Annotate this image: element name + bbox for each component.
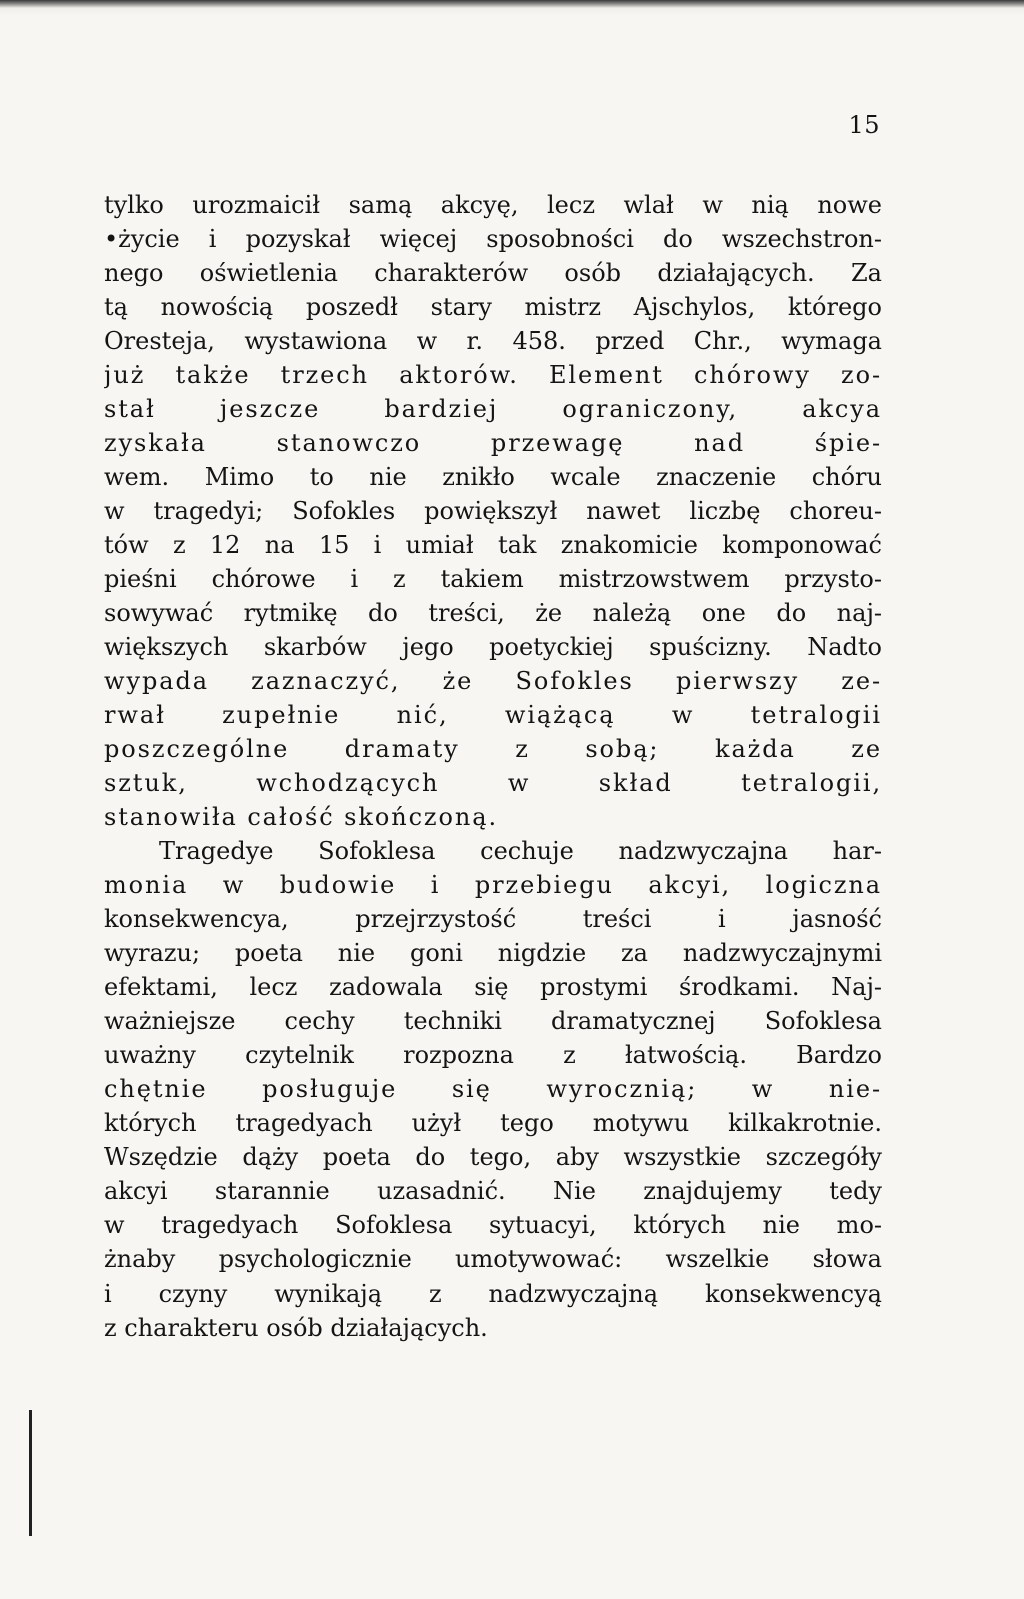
text-line: nego oświetlenia charakterów osób działających. Za — [104, 259, 882, 288]
text-line: sowywać rytmikę do treści, że należą one do naj- — [104, 599, 882, 628]
text-line: stanowiła całość skończoną. — [104, 803, 499, 832]
text-line: tylko urozmaicił samą akcyę, lecz wlał w nią nowe — [104, 191, 882, 219]
text-line: monia w budowie i przebiegu akcyi, logiczna — [104, 871, 882, 900]
page-number: 15 — [848, 111, 880, 139]
text-line: żnaby psychologicznie umotywować: wszelkie słowa — [104, 1245, 882, 1274]
text-line: sztuk, wchodzących w skład tetralogii, — [104, 769, 882, 798]
text-line: stał jeszcze bardziej ograniczony, akcya — [104, 395, 882, 424]
text-line: już także trzech aktorów. Element chórowy zo- — [104, 361, 882, 390]
text-line: •życie i pozyskał więcej sposobności do wszechstron- — [104, 225, 882, 254]
text-line: Oresteja, wystawiona w r. 458. przed Chr., wymaga — [104, 327, 882, 356]
top-page-edge — [0, 0, 1024, 8]
text-line: wem. Mimo to nie znikło wcale znaczenie chóru — [104, 463, 882, 492]
text-line: zyskała stanowczo przewagę nad śpie- — [104, 429, 882, 458]
text-line: których tragedyach użył tego motywu kilkakrotnie. — [104, 1109, 882, 1138]
text-line: Tragedye Sofoklesa cechuje nadzwyczajna har- — [159, 837, 882, 866]
text-line: wyrazu; poeta nie goni nigdzie za nadzwyczajnymi — [104, 939, 882, 968]
text-line: większych skarbów jego poetyckiej spuścizny. Nadto — [104, 633, 882, 662]
text-line: tów z 12 na 15 i umiał tak znakomicie komponować — [104, 531, 882, 560]
text-line: akcyi starannie uzasadnić. Nie znajdujemy tedy — [104, 1177, 882, 1206]
text-line: w tragedyi; Sofokles powiększył nawet liczbę choreu- — [104, 497, 882, 526]
text-line: rwał zupełnie nić, wiążącą w tetralogii — [104, 701, 882, 730]
text-line: ważniejsze cechy techniki dramatycznej Sofoklesa — [104, 1007, 882, 1036]
page-text — [104, 188, 882, 1345]
text-line: w tragedyach Sofoklesa sytuacyi, których nie mo- — [104, 1211, 882, 1240]
text-line: uważny czytelnik rozpozna z łatwością. Bardzo — [104, 1041, 882, 1070]
left-margin-scan-mark — [29, 1410, 32, 1536]
text-line: tą nowością poszedł stary mistrz Ajschylos, którego — [104, 293, 882, 322]
text-line: Wszędzie dąży poeta do tego, aby wszystkie szczegóły — [104, 1143, 882, 1172]
text-line: poszczególne dramaty z sobą; każda ze — [104, 735, 882, 764]
text-line: z charakteru osób działających. — [104, 1313, 488, 1342]
text-line: konsekwencya, przejrzystość treści i jasność — [104, 905, 882, 934]
text-line: chętnie posługuje się wyrocznią; w nie- — [104, 1075, 882, 1104]
text-line: pieśni chórowe i z takiem mistrzowstwem przysto- — [104, 565, 882, 594]
text-line: i czyny wynikają z nadzwyczajną konsekwencyą — [104, 1279, 882, 1308]
text-line: wypada zaznaczyć, że Sofokles pierwszy ze- — [104, 667, 882, 696]
text-line: efektami, lecz zadowala się prostymi środkami. Naj- — [104, 973, 882, 1002]
